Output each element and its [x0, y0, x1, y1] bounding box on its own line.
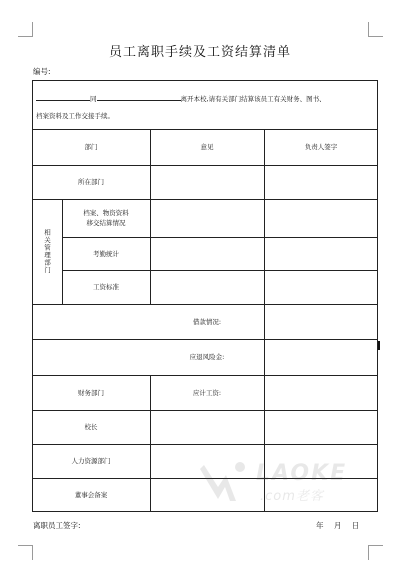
date-label: 年 月 日 [316, 521, 360, 530]
related-management-group-label [32, 199, 62, 304]
crop-mark-bottom-left [18, 545, 33, 560]
row-finance-department: 财务部门 [78, 388, 104, 397]
row-own-department: 所在部门 [78, 178, 104, 186]
document-title: 员工离职手续及工资结算清单 [108, 45, 291, 60]
principal-opinion-field[interactable] [150, 410, 264, 444]
intro-paragraph [32, 80, 378, 129]
watermark-subtext: .com老客 [260, 489, 324, 504]
row-attendance: 考勤统计 [93, 249, 119, 258]
salary-standard-opinion-field[interactable] [150, 270, 264, 304]
header-signature: 负责人签字 [304, 143, 338, 151]
leave-date-blank[interactable] [97, 92, 181, 101]
crop-mark-bottom-right [368, 545, 383, 560]
payable-salary-label: 应计工资: [192, 388, 222, 397]
text-cursor [378, 341, 380, 350]
row-hr-department: 人力资源部门 [71, 457, 111, 465]
employee-name-blank[interactable] [36, 92, 90, 101]
finance-signature-field[interactable] [264, 304, 378, 410]
row-principal: 校长 [84, 423, 98, 431]
intro-line2: 档案资料及工作交接手续。 [36, 112, 114, 120]
header-opinion: 意见 [200, 143, 214, 151]
row-board-record: 董事会备案 [74, 491, 108, 499]
watermark-logo-icon [196, 457, 256, 507]
row-archives-handover [62, 199, 150, 237]
crop-mark-top-left [18, 22, 33, 37]
attendance-signature-field[interactable] [264, 237, 378, 270]
crop-mark-top-right [368, 22, 383, 37]
intro-part2: 离开本校,请有关部门结算该员工有关财务、图书、 [180, 95, 326, 103]
row-salary-standard: 工资标准 [93, 283, 119, 291]
archives-signature-field[interactable] [264, 199, 378, 237]
principal-signature-field[interactable] [264, 410, 378, 444]
risk-deposit-label: 应退风险金: [189, 353, 225, 361]
own-department-opinion-field[interactable] [150, 165, 264, 199]
watermark-text: LAOKE [256, 461, 348, 486]
employee-signature-label: 离职员工签字: [33, 521, 81, 530]
own-department-signature-field[interactable] [264, 165, 378, 199]
laoke-watermark [196, 457, 356, 507]
attendance-opinion-field[interactable] [150, 237, 264, 270]
related-management-vertical-text: 相关管理部门 [43, 229, 51, 274]
intro-part1: 同 [90, 95, 97, 103]
salary-standard-signature-field[interactable] [264, 270, 378, 304]
serial-number-label: 编号: [33, 67, 51, 76]
loan-status-label: 借款情况: [192, 317, 222, 326]
header-department: 部门 [84, 143, 98, 151]
archives-line2: 移交结算情况 [86, 219, 126, 227]
archives-line1: 档案、物资资料 [83, 209, 129, 217]
archives-opinion-field[interactable] [150, 199, 264, 237]
